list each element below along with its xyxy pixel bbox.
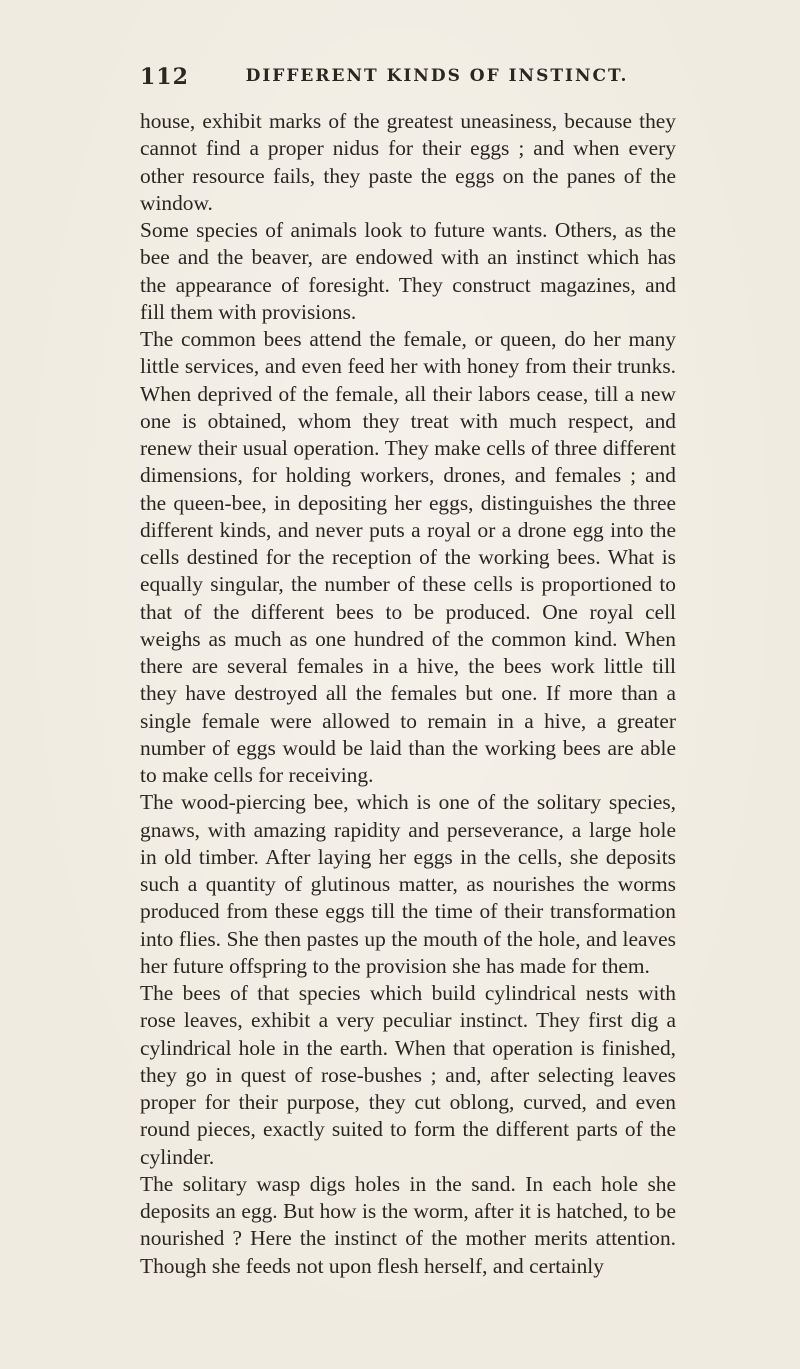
page-number: 112	[140, 64, 189, 90]
paragraph: The common bees attend the female, or queen, do her many little services, and even feed her with honey from their trunks. When deprived of the female, all their labors cease, till a new one is obtained, whom they treat with much respect, and renew their usual operation. They make cells of three different dimensions, for holding workers, drones, and females ; and the queen-bee, in depositing her eggs, distinguishes the three different kinds, and never puts a royal or a drone egg into the cells destined for the reception of the working bees. What is equally singular, the number of these cells is proportioned to that of the different bees to be produced. One royal cell weighs as much as one hundred of the common kind. When there are several females in a hive, the bees work little till they have destroyed all the females but one. If more than a single female were allowed to remain in a hive, a greater number of eggs would be laid than the working bees are able to make cells for receiving.	[140, 327, 676, 787]
running-head: DIFFERENT KINDS OF INSTINCT.	[245, 66, 629, 86]
paragraph: The wood-piercing bee, which is one of the solitary species, gnaws, with amazing rapidity and perseverance, a large hole in old timber. After laying her eggs in the cells, she deposits such a quantity of glutinous matter, as nourishes the worms produced from these eggs till the time of their transformation into flies. She then pastes up the mouth of the hole, and leaves her future offspring to the provision she has made for them.	[140, 790, 676, 978]
paragraph: The solitary wasp digs holes in the sand. In each hole she deposits an egg. But how is the worm, after it is hatched, to be nourished ? Here the instinct of the mother merits attention. Though she feeds not upon flesh herself, and certainly	[140, 1171, 676, 1278]
paragraph: The bees of that species which build cylindrical nests with rose leaves, exhibit a very peculiar instinct. They first dig a cylindrical hole in the earth. When that operation is finished, they go in quest of rose-bushes ; and, after selecting leaves proper for their purpose, they cut oblong, curved, and even round pieces, exactly suited to form the different parts of the cylinder.	[140, 981, 676, 1169]
page-header	[140, 64, 680, 94]
body-text	[140, 108, 676, 1280]
paragraph: Some species of animals look to future wants. Others, as the bee and the beaver, are endowed with an instinct which has the appearance of foresight. They construct magazines, and fill them with provisions.	[140, 218, 676, 324]
paragraph: house, exhibit marks of the greatest uneasiness, because they cannot find a proper nidus for their eggs ; and when every other resource fails, they paste the eggs on the panes of the window.	[140, 109, 676, 215]
